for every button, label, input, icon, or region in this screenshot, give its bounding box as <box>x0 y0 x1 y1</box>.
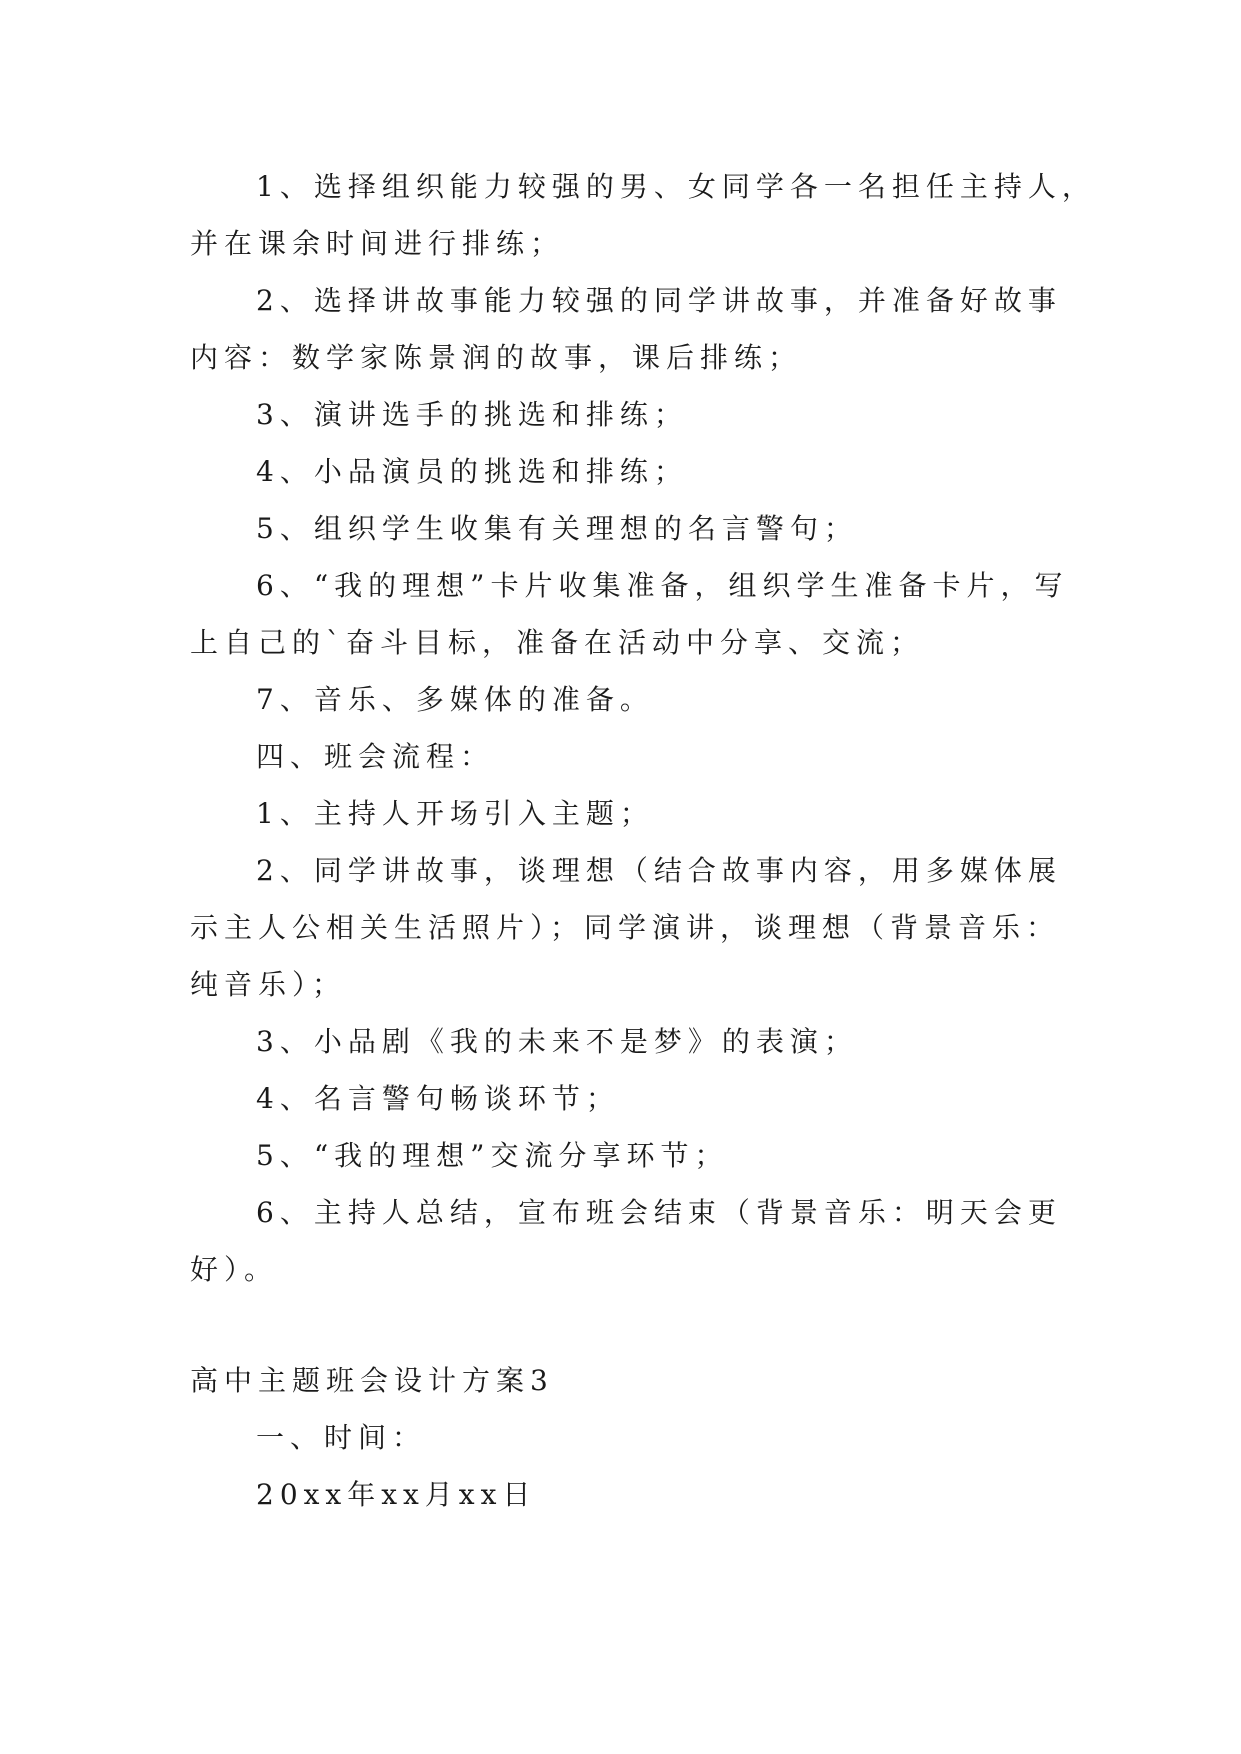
paragraph-line: 6、主持人总结，宣布班会结束（背景音乐：明天会更 <box>256 1196 1062 1229</box>
paragraph-line: 5、组织学生收集有关理想的名言警句； <box>256 512 858 545</box>
paragraph-line: 3、小品剧《我的未来不是梦》的表演； <box>256 1025 858 1058</box>
paragraph-line: 并在课余时间进行排练； <box>190 227 565 260</box>
paragraph-line: 纯音乐）； <box>190 968 347 1001</box>
date-line: 20xx年xx月xx日 <box>256 1478 537 1511</box>
paragraph-line: 2、同学讲故事，谈理想（结合故事内容，用多媒体展 <box>256 854 1062 887</box>
paragraph-line: 上自己的`奋斗目标，准备在活动中分享、交流； <box>190 626 925 659</box>
paragraph-line: 2、选择讲故事能力较强的同学讲故事，并准备好故事 <box>256 284 1062 317</box>
document-title: 高中主题班会设计方案3 <box>190 1364 554 1397</box>
paragraph-line: 1、主持人开场引入主题； <box>256 797 654 830</box>
paragraph-line: 1、选择组织能力较强的男、女同学各一名担任主持人， <box>256 170 1096 203</box>
paragraph-line: 4、名言警句畅谈环节； <box>256 1082 620 1115</box>
paragraph-line: 内容：数学家陈景润的故事，课后排练； <box>190 341 803 374</box>
section-heading: 四、班会流程： <box>256 740 495 773</box>
paragraph-line: 6、“我的理想”卡片收集准备，组织学生准备卡片，写 <box>256 569 1069 602</box>
paragraph-line: 5、“我的理想”交流分享环节； <box>256 1139 729 1172</box>
paragraph-line: 示主人公相关生活照片）；同学演讲，谈理想（背景音乐： <box>190 911 1061 944</box>
paragraph-line: 3、演讲选手的挑选和排练； <box>256 398 688 431</box>
paragraph-line: 好）。 <box>190 1253 279 1286</box>
paragraph-line: 4、小品演员的挑选和排练； <box>256 455 688 488</box>
section-heading: 一、时间： <box>256 1421 427 1454</box>
paragraph-line: 7、音乐、多媒体的准备。 <box>256 683 654 716</box>
